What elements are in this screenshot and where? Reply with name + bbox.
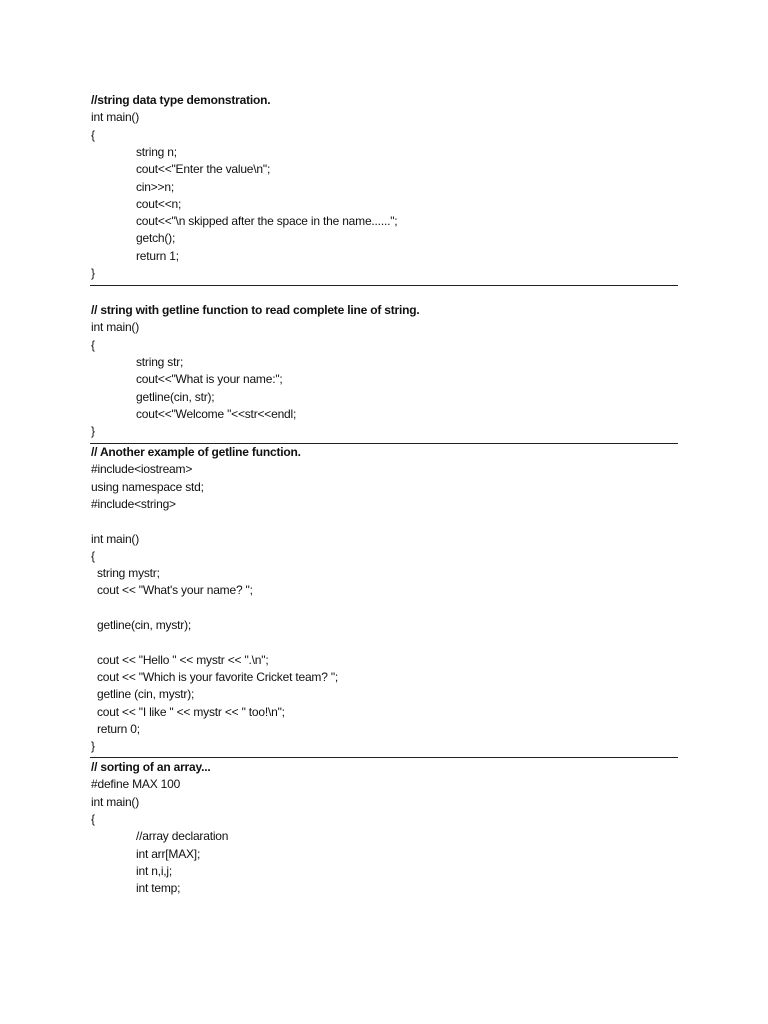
code-line: { [91, 337, 95, 352]
code-line: cout << "I like " << mystr << " too!\n"; [97, 704, 285, 719]
code-line: { [91, 548, 95, 563]
code-line: cin>>n; [136, 179, 174, 194]
code-line: #include<iostream> [91, 462, 193, 477]
code-line: } [91, 739, 95, 754]
code-line: string mystr; [97, 566, 160, 581]
code-line: #include<string> [91, 496, 176, 511]
code-line: int main() [91, 320, 140, 335]
code-line: return 0; [97, 721, 140, 736]
code-line: getch(); [136, 231, 176, 246]
code-line: } [91, 266, 95, 280]
code-line: //array declaration [136, 829, 229, 844]
section-heading-comment: // string with getline function to read complete line of string. [91, 303, 420, 317]
code-line: cout << "Hello " << mystr << ".\n"; [97, 652, 269, 667]
code-line: cout<<"Welcome "<<str<<endl; [136, 406, 297, 421]
code-line: int arr[MAX]; [136, 846, 201, 861]
section-heading-comment: // Another example of getline function. [91, 445, 301, 459]
code-line: string n; [136, 144, 177, 159]
code-line: cout<<n; [136, 196, 182, 211]
code-line: int main() [91, 531, 140, 546]
code-line: cout<<"\n skipped after the space in the name......"; [136, 214, 398, 229]
code-line: cout << "Which is your favorite Cricket team? "; [97, 669, 339, 684]
code-line: int main() [91, 794, 140, 809]
section-heading-comment: // sorting of an array... [91, 760, 211, 774]
code-line: cout << "What's your name? "; [97, 583, 253, 598]
code-line: { [91, 127, 95, 142]
code-line: } [91, 424, 95, 439]
code-line: { [91, 811, 95, 826]
code-line: cout<<"What is your name:"; [136, 372, 283, 387]
code-line: int n,i,j; [136, 863, 173, 878]
code-line: cout<<"Enter the value\n"; [136, 162, 271, 177]
code-line: using namespace std; [91, 479, 204, 494]
code-line: getline(cin, mystr); [97, 618, 192, 632]
code-line: getline(cin, str); [136, 389, 215, 404]
code-line: int main() [91, 110, 140, 125]
section-divider [90, 285, 678, 286]
code-line: getline (cin, mystr); [97, 687, 195, 702]
code-line: string str; [136, 354, 184, 369]
code-line: int temp; [136, 881, 181, 896]
section-heading-comment: //string data type demonstration. [91, 93, 271, 107]
section-divider [90, 757, 678, 758]
code-line: #define MAX 100 [91, 777, 181, 792]
code-line: return 1; [136, 248, 179, 263]
